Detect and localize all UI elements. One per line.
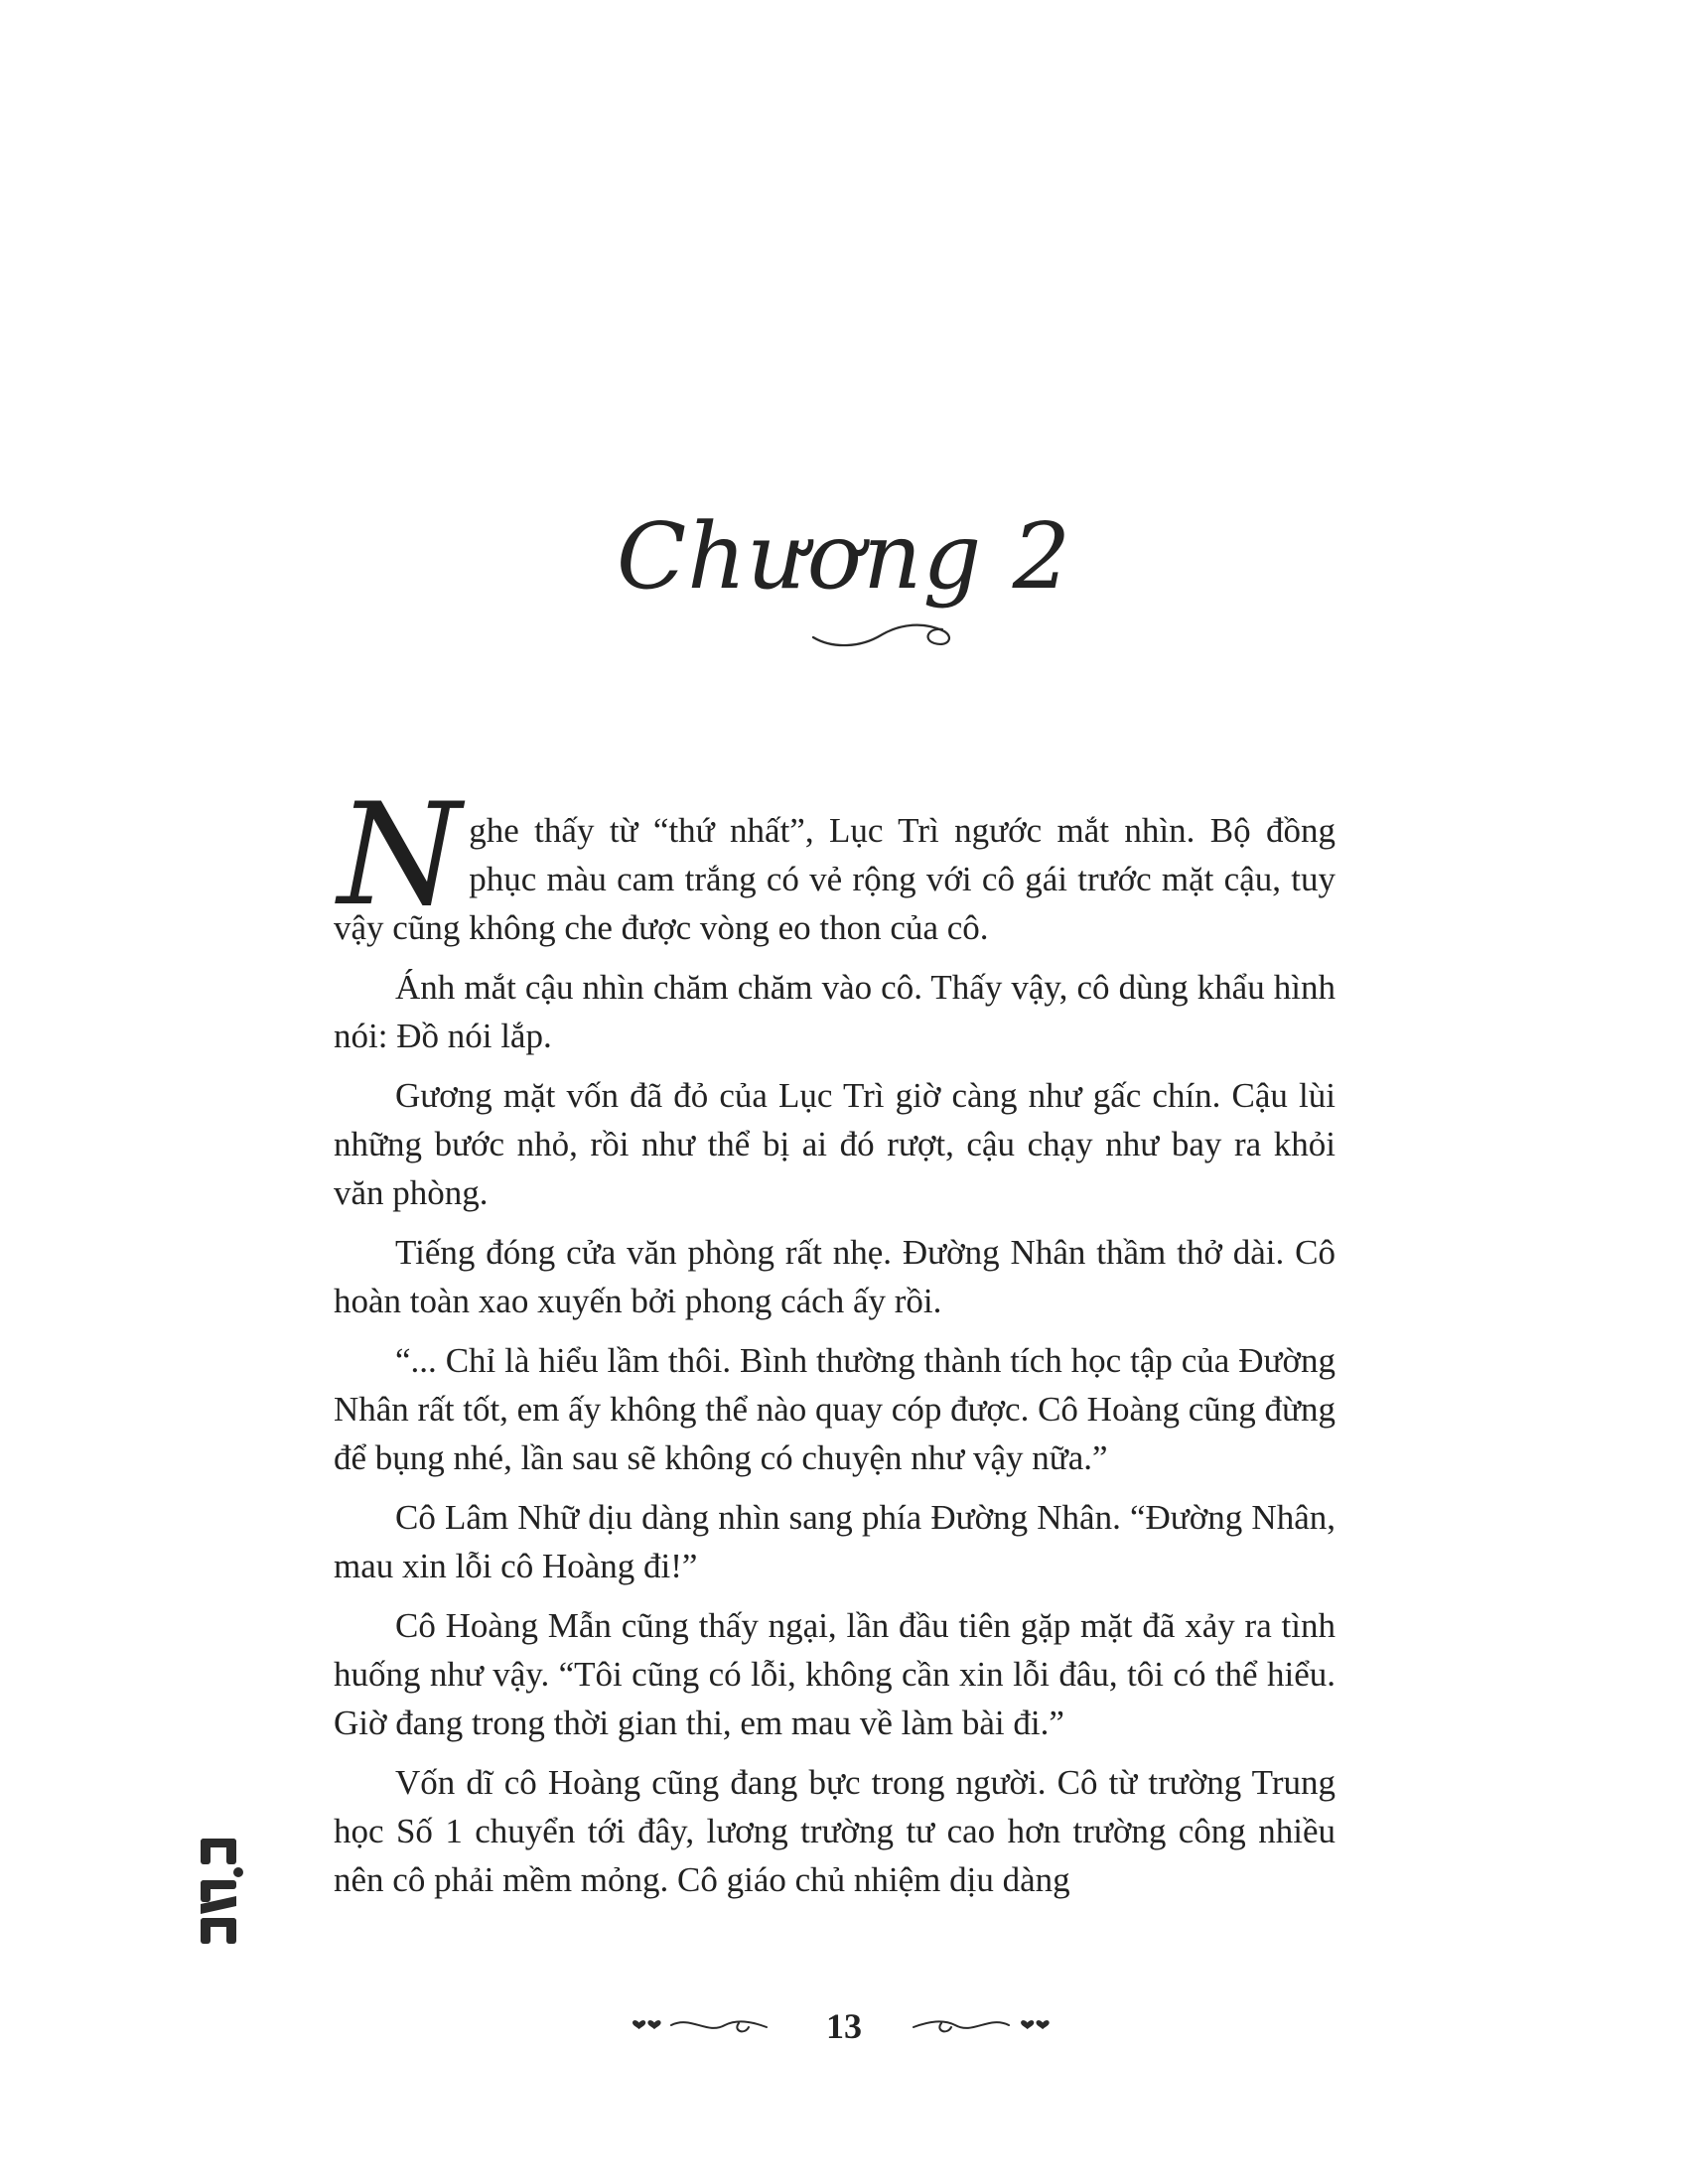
publisher-logo-icon — [195, 1835, 248, 1954]
paragraph: Vốn dĩ cô Hoàng cũng đang bực trong người. Cô từ trường Trung học Số 1 chuyển tới đây, lương trường tư cao hơn trường công nhiều nên cô phải mềm mỏng. Cô giáo chủ nhiệm dịu dàng — [334, 1763, 1336, 1899]
paragraph — [334, 773, 1336, 952]
paragraph: Tiếng đóng cửa văn phòng rất nhẹ. Đường Nhân thầm thở dài. Cô hoàn toàn xao xuyến bởi phong cách ấy rồi. — [334, 1233, 1336, 1320]
paragraph-text: ghe thấy từ “thứ nhất”, Lục Trì ngước mắt nhìn. Bộ đồng phục màu cam trắng có vẻ rộng với cô gái trước mặt cậu, tuy vậy cũng không che được vòng eo thon của cô. — [334, 811, 1336, 947]
heart-flourish-ornament-icon — [900, 2011, 1058, 2041]
paragraph: Cô Lâm Nhữ dịu dàng nhìn sang phía Đường Nhân. “Đường Nhân, mau xin lỗi cô Hoàng đi!” — [334, 1498, 1336, 1585]
title-flourish-icon — [809, 608, 958, 651]
page-number: 13 — [826, 2006, 862, 2046]
paragraph: Ánh mắt cậu nhìn chăm chăm vào cô. Thấy vậy, cô dùng khẩu hình nói: Đồ nói lắp. — [334, 968, 1336, 1055]
page-footer — [0, 2001, 1688, 2051]
paragraph: Gương mặt vốn đã đỏ của Lục Trì giờ càng như gấc chín. Cậu lùi những bước nhỏ, rồi như thể bị ai đó rượt, cậu chạy như bay ra khỏi văn phòng. — [334, 1076, 1336, 1212]
paragraph: Cô Hoàng Mẫn cũng thấy ngại, lần đầu tiên gặp mặt đã xảy ra tình huống như vậy. “Tôi cũng có lỗi, không cần xin lỗi đâu, tôi có thể hiểu. Giờ đang trong thời gian thi, em mau về làm bài đi.” — [334, 1606, 1336, 1742]
drop-cap: N — [338, 773, 462, 937]
heart-flourish-ornament-icon — [622, 2011, 780, 2041]
chapter-body — [334, 773, 1336, 1915]
paragraph: “... Chỉ là hiểu lầm thôi. Bình thường thành tích học tập của Đường Nhân rất tốt, em ấy không thể nào quay cóp được. Cô Hoàng cũng đừng để bụng nhé, lần sau sẽ không có chuyện như vậy nữa.” — [334, 1341, 1336, 1477]
chapter-title: Chương 2 — [616, 503, 1072, 610]
